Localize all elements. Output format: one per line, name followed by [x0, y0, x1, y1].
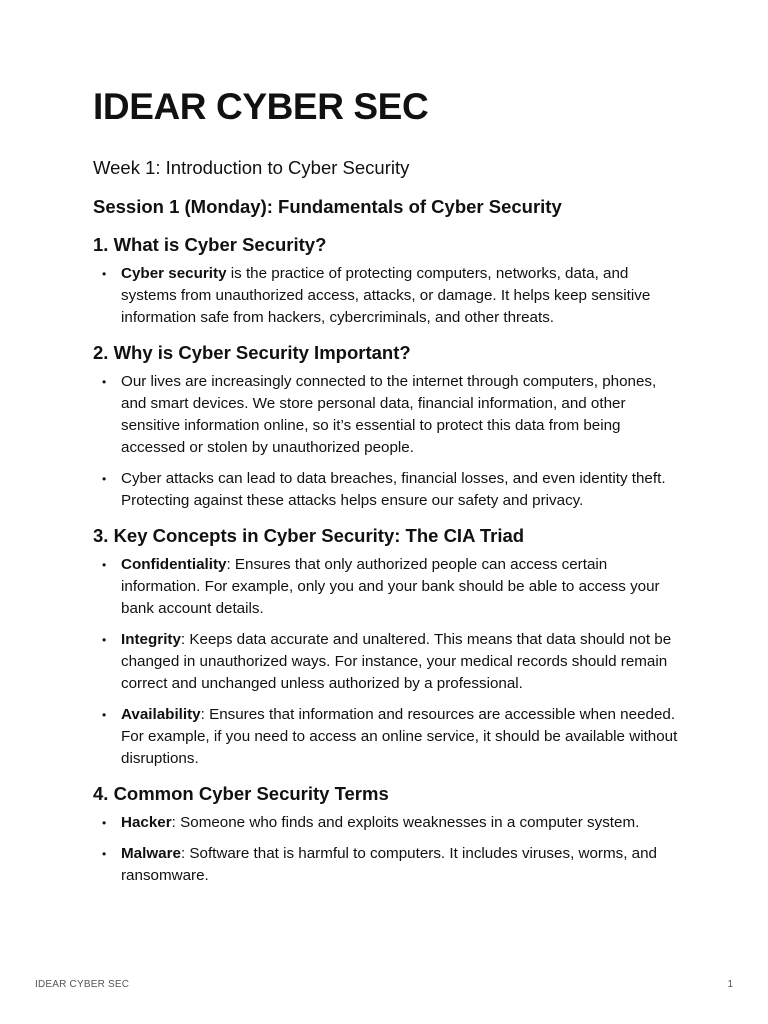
document-page [93, 86, 683, 899]
term: Confidentiality [121, 555, 227, 573]
list-item [93, 554, 683, 620]
item-text: : Software that is harmful to computers. It includes viruses, worms, and ransomware. [121, 844, 658, 884]
bullet-icon: • [102, 846, 107, 861]
page-number: 1 [727, 979, 733, 990]
list-item [93, 371, 683, 459]
bullet-list [93, 554, 683, 770]
section [93, 341, 683, 512]
section-heading: 1. What is Cyber Security? [93, 233, 327, 255]
section [93, 233, 683, 329]
term: Cyber security [121, 264, 227, 282]
bullet-list [93, 263, 683, 329]
item-text: Cyber attacks can lead to data breaches, financial losses, and even identity theft. Protecting against these attacks helps ensure our safety and privacy. [121, 469, 666, 509]
bullet-icon: • [102, 557, 107, 572]
session-heading: Session 1 (Monday): Fundamentals of Cyber Security [93, 195, 562, 217]
bullet-icon: • [102, 471, 107, 486]
term: Hacker [121, 813, 172, 831]
bullet-list [93, 812, 683, 887]
bullet-icon: • [102, 632, 107, 647]
item-text: : Someone who finds and exploits weaknesses in a computer system. [171, 813, 640, 831]
list-item [93, 263, 683, 329]
item-text: : Ensures that information and resources are accessible when needed. For example, if you need to access an online service, it should be available without disruptions. [121, 705, 678, 767]
list-item [93, 812, 683, 834]
bullet-icon: • [102, 374, 107, 389]
bullet-icon: • [102, 266, 107, 281]
document-title: IDEAR CYBER SEC [93, 86, 429, 127]
item-text: is the practice of protecting computers, networks, data, and systems from unauthorized access, attacks, or damage. It helps keep sensitive information safe from hackers, cybercriminals, and other threats. [121, 264, 651, 326]
bullet-icon: • [102, 707, 107, 722]
term: Availability [121, 705, 201, 723]
bullet-icon: • [102, 815, 107, 830]
section-heading: 3. Key Concepts in Cyber Security: The CIA Triad [93, 524, 525, 546]
section [93, 524, 683, 770]
week-heading: Week 1: Introduction to Cyber Security [93, 156, 410, 178]
section-heading: 4. Common Cyber Security Terms [93, 782, 389, 804]
bullet-list [93, 371, 683, 512]
item-text: : Ensures that only authorized people can access certain information. For example, only you and your bank should be able to access your bank account details. [121, 555, 660, 617]
list-item [93, 843, 683, 887]
term: Malware [121, 844, 181, 862]
list-item [93, 704, 683, 770]
section-heading: 2. Why is Cyber Security Important? [93, 341, 411, 363]
sections-container [93, 233, 683, 887]
list-item [93, 468, 683, 512]
section [93, 782, 683, 887]
list-item [93, 629, 683, 695]
item-text: Our lives are increasingly connected to the internet through computers, phones, and smart devices. We store personal data, financial information, and other sensitive information online, so it’s essential to protect this data from being accessed or stolen by unauthorized people. [121, 372, 657, 456]
item-text: : Keeps data accurate and unaltered. This means that data should not be changed in unauthorized ways. For instance, your medical records should remain correct and unchanged unless authorized by a professional. [121, 630, 672, 692]
term: Integrity [121, 630, 181, 648]
footer-title: IDEAR CYBER SEC [35, 979, 130, 990]
